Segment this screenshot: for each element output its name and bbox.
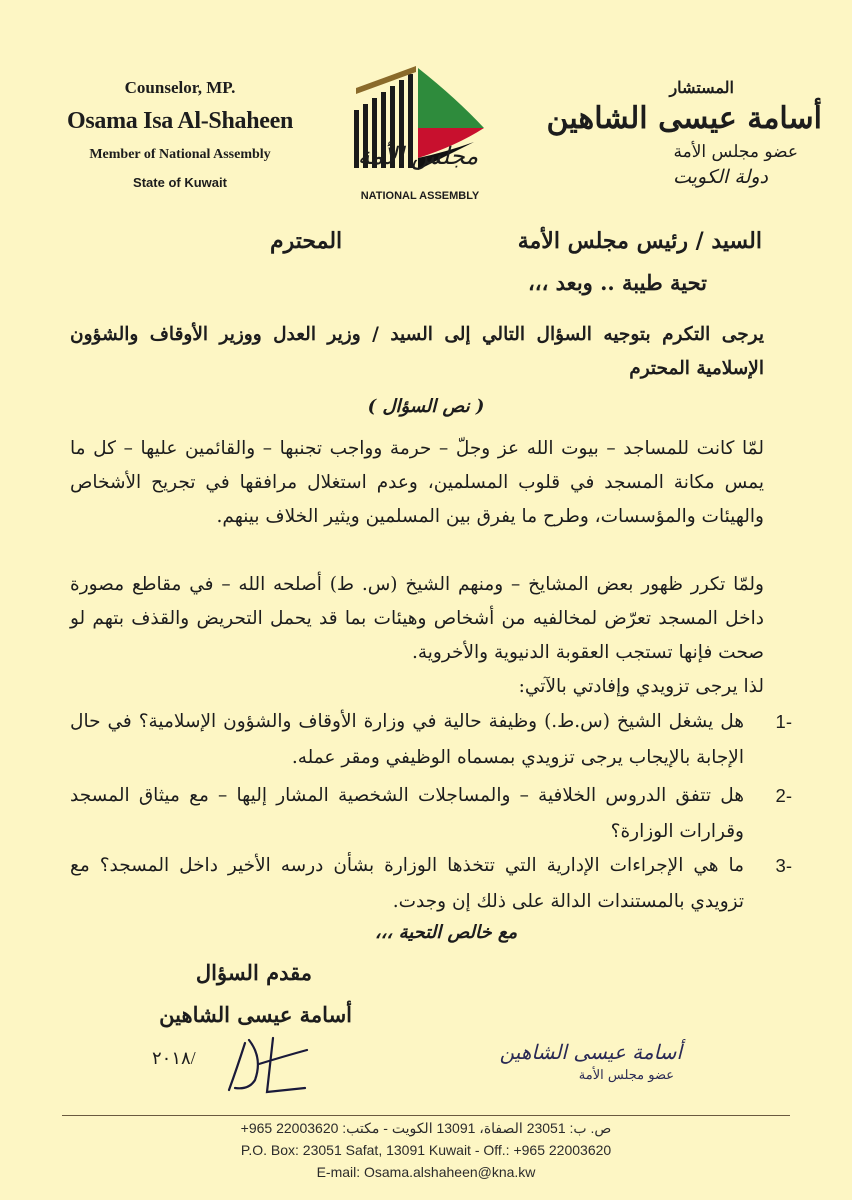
signature-title: مقدم السؤال [195,960,312,985]
request-paragraph: يرجى التكرم بتوجيه السؤال التالي إلى السيد / وزير العدل ووزير الأوقاف والشؤون الإسلامية المحترم [70,324,764,379]
question-number: 3- [775,855,792,876]
question-text: هل يشغل الشيخ (س.ط.) وظيفة حالية في وزارة الأوقاف والشؤون الإسلامية؟ في حال الإجابة بالإيجاب يرجى تزويدي بمسماه الوظيفي ومقر عمله. [70,711,744,768]
question-text: ما هي الإجراءات الإدارية التي تتخذها الوزارة بشأن درسه الأخير داخل المسجد؟ مع تزويدي بالمستندات الدالة على ذلك إن وجدت. [70,855,744,912]
greeting: تحية طيبة .. وبعد ،،، [528,270,707,295]
footer-divider [62,1115,790,1116]
signature-icon [215,1028,315,1098]
question-item [70,848,792,920]
paragraph-2: ولمّا تكرر ظهور بعض المشايخ – ومنهم الشيخ (س. ط) أصلحه الله – في مقاطع مصورة داخل المسجد تعرّض لمخالفيه من أشخاص وهيئات بما قد يحمل التحريض والقذف بتهم لو صحت فإنها تستجب العقوبة الدنيوية والأخروية. [70,574,764,663]
english-state: State of Kuwait [133,175,227,190]
question-number: 1- [775,711,792,732]
logo-english-caption: NATIONAL ASSEMBLY [360,190,480,202]
lead-in: لذا يرجى تزويدي وإفادتي بالآتي: [518,676,764,697]
date: ٢٠١٨/ [152,1048,196,1068]
arabic-state: دولة الكويت [673,166,768,188]
question-item [70,778,792,850]
footer-email: E-mail: Osama.alshaheen@kna.kw [316,1164,536,1180]
english-member: Member of National Assembly [89,147,271,162]
logo-arabic-caption: مجلس الأمة [357,142,479,170]
footer-address-arabic: ص. ب: 23051 الصفاة، 13091 الكويت - مكتب: 22003620 965+ [240,1120,612,1136]
arabic-name: أسامة عيسى الشاهين [546,101,822,136]
closing: مع خالص التحية ،،، [374,922,518,943]
question-item [70,704,792,776]
national-assembly-logo-icon [346,58,496,208]
question-heading: ( نص السؤال ) [367,396,485,417]
stamp-name: أسامة عيسى الشاهين [499,1040,682,1064]
english-title: Counselor, MP. [124,78,236,97]
stamp-title: عضو مجلس الأمة [578,1068,674,1083]
letterhead-english [30,78,330,190]
honorific: المحترم [270,228,343,254]
letterhead-arabic [522,78,822,188]
addressee-line [40,228,762,254]
english-name: Osama Isa Al-Shaheen [66,108,294,134]
signature-name: أسامة عيسى الشاهين [159,1002,352,1027]
question-number: 2- [775,785,792,806]
arabic-member: عضو مجلس الأمة [673,142,798,162]
addressee: السيد / رئيس مجلس الأمة [517,228,762,254]
paragraph-1: لمّا كانت للمساجد – بيوت الله عز وجلّ – حرمة وواجب تجنبها – والقائمين عليها – كل ما يمس مكانة المسجد في قلوب المسلمين، وعدم استغلال مرافقها في تجريح الأشخاص والهيئات والمؤسسات، وطرح ما يفرق بين المسلمين ويثير الخلاف بينهم. [70,438,764,527]
question-text: هل تتفق الدروس الخلافية – والمساجلات الشخصية المشار إليها – مع ميثاق المسجد وقرارات الوزارة؟ [70,785,744,842]
footer-address-english: P.O. Box: 23051 Safat, 13091 Kuwait - Off.: +965 22003620 [240,1142,612,1158]
arabic-title: المستشار [669,78,734,97]
